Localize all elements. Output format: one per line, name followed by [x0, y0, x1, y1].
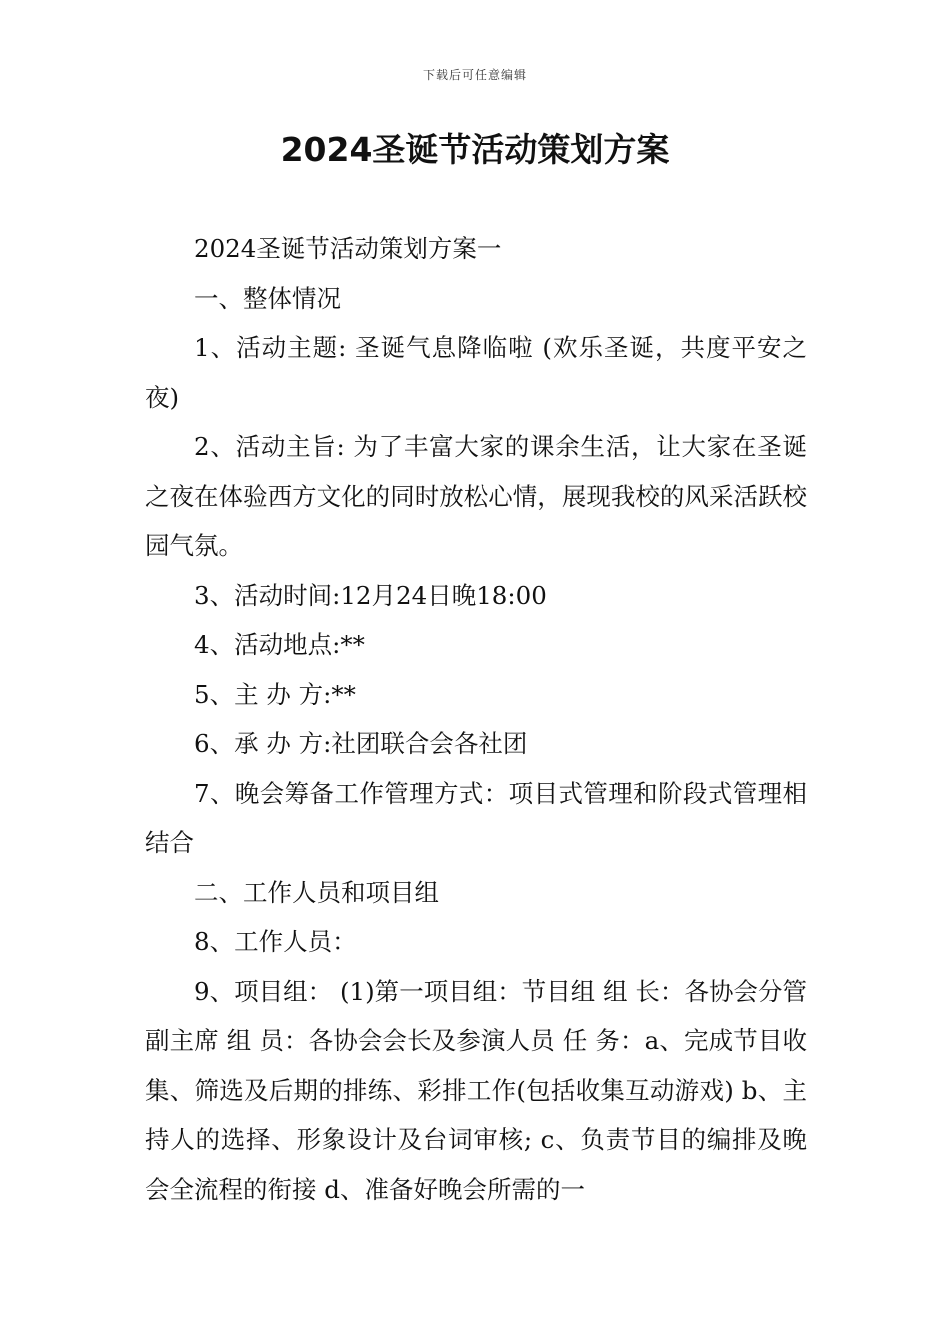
paragraph-management-method: 7、晚会筹备工作管理方式：项目式管理和阶段式管理相结合: [145, 778, 807, 857]
paragraph-project-groups: 9、项目组： (1)第一项目组：节目组 组 长：各协会分管副主席 组 员：各协会会长及参演人员 任 务：a、完成节目收集、筛选及后期的排练、彩排工作(包括收集互动游戏) b、主持人的选择、形象设计及台词审核; c、负责节目的编排及晚会全流程的衔接 d、准备好晚会所需的一: [145, 976, 807, 1204]
paragraph-activity-theme: 1、活动主题: 圣诞气息降临啦 (欢乐圣诞，共度平安之夜): [145, 333, 807, 412]
paragraph-co-organizer: 6、承 办 方:社团联合会各社团: [194, 729, 528, 758]
document-title: 2024圣诞节活动策划方案: [280, 130, 670, 169]
paragraph-activity-purpose: 2、活动主旨: 为了丰富大家的课余生活，让大家在圣诞之夜在体验西方文化的同时放松心情，展现我校的风采活跃校园气氛。: [145, 432, 807, 560]
paragraph-plan-heading: 2024圣诞节活动策划方案一: [194, 234, 502, 263]
document-body: [145, 224, 807, 1214]
paragraph-section-staff: 二、工作人员和项目组: [194, 877, 439, 907]
paragraph-staff: 8、工作人员：: [194, 927, 357, 956]
paragraph-activity-location: 4、活动地点:**: [194, 630, 365, 659]
paragraph-activity-time: 3、活动时间:12月24日晚18:00: [194, 580, 547, 610]
paragraph-organizer: 5、主 办 方:**: [194, 679, 356, 709]
paragraph-section-overview: 一、整体情况: [194, 283, 341, 313]
page-header-note: 下载后可任意编辑: [422, 68, 527, 82]
